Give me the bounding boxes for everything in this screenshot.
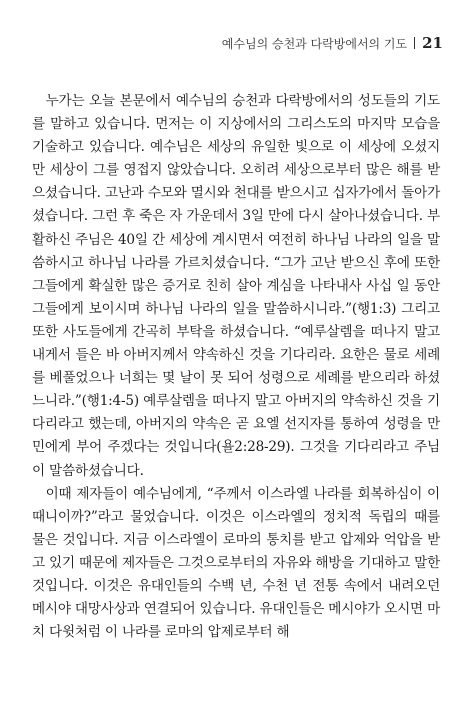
body-text [32, 90, 440, 644]
paragraph: 누가는 오늘 본문에서 예수님의 승천과 다락방에서의 성도들의 기도를 말하고 있습니다. 먼저는 이 지상에서의 그리스도의 마지막 모습을 기술하고 있습니다. 예수님은 세상의 유일한 빛으로 이 세상에 오셨지만 세상이 그를 영접지 않았습니다. 오히려 세상으로부터 많은 해를 받으셨습니다. 고난과 수모와 멸시와 천대를 받으시고 십자가에서 돌아가셨습니다. 그런 후 죽은 자 가운데서 3일 만에 다시 살아나셨습니다. 부활하신 주님은 40일 간 세상에 계시면서 여전히 하나님 나라의 일을 말씀하시고 하나님 나라를 가르치셨습니다. “그가 고난 받으신 후에 또한 그들에게 확실한 많은 증거로 친히 살아 계심을 나타내사 사십 일 동안 그들에게 보이시며 하나님 나라의 일을 말씀하시니라.”(행1:3) 그리고 또한 사도들에게 간곡히 부탁을 하셨습니다. “예루살렘을 떠나지 말고 내게서 들은 바 아버지께서 약속하신 것을 기다리라. 요한은 물로 세례를 베풀었으나 너희는 몇 날이 못 되어 성령으로 세례를 받으리라 하셨느니라.”(행1:4-5) 예루살렘을 떠나지 말고 아버지의 약속하신 것을 기다리라고 했는데, 아버지의 약속은 곧 요엘 선지자를 통하여 성령을 만민에게 부어 주겠다는 것입니다(욜2:28-29). 그것을 기다리라고 주님이 말씀하셨습니다. [32, 93, 440, 479]
page-number: 21 [422, 34, 443, 52]
header-divider [414, 37, 415, 49]
running-header [222, 34, 443, 52]
running-title: 예수님의 승천과 다락방에서의 기도 [221, 36, 408, 51]
paragraph: 이때 제자들이 예수님에게, “주께서 이스라엘 나라를 회복하심이 이 때니이까?”라고 물었습니다. 이것은 이스라엘의 정치적 독립의 때를 물은 것입니다. 지금 이스라엘이 로마의 통치를 받고 압제와 억압을 받고 있기 때문에 제자들은 그것으로부터의 자유와 해방을 기대하고 말한 것입니다. 이것은 유대인들의 수백 년, 수천 년 전통 속에서 내려오던 메시야 대망사상과 연결되어 있습니다. 유대인들은 메시야가 오시면 마치 다윗처럼 이 나라를 로마의 압제로부터 해 [32, 485, 440, 641]
